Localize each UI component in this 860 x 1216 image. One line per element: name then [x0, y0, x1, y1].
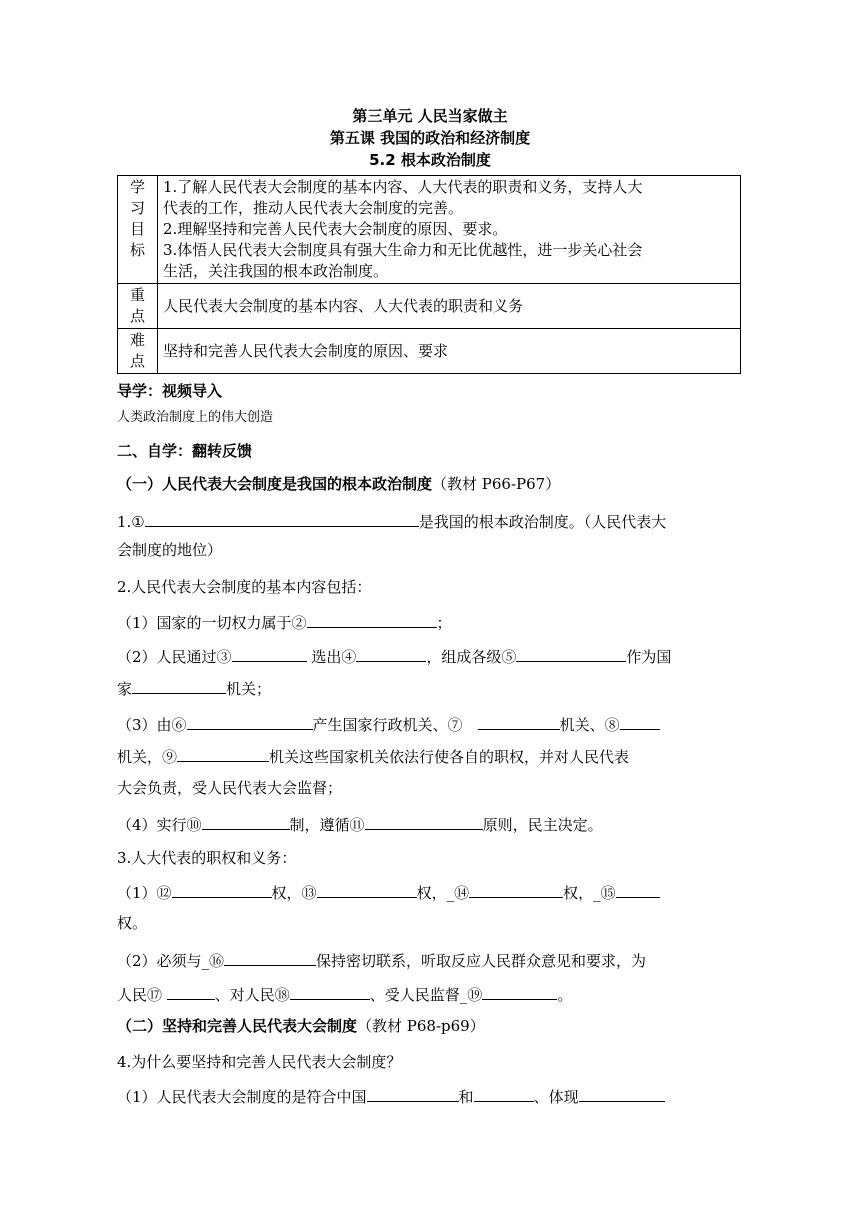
blank-2[interactable] — [307, 611, 437, 628]
objectives-label: 学 习 目 标 — [118, 176, 158, 284]
part2-heading: （二）坚持和完善人民代表大会制度（教材 P68-p69） — [117, 1017, 485, 1035]
question-2-2-cont: 家 机关； — [117, 677, 741, 699]
question-3-2: （2）必须与_⑯ 保持密切联系，听取反应人民群众意见和要求，为 — [117, 949, 741, 971]
question-2-3-cont2: 大会负责，受人民代表大会监督； — [117, 779, 343, 797]
blank-8[interactable] — [620, 713, 660, 730]
blank-13[interactable] — [317, 881, 417, 898]
blank-5[interactable] — [516, 645, 626, 662]
blank-3[interactable] — [232, 645, 307, 662]
key-points-row — [118, 284, 741, 329]
question-2-3-cont: 机关，⑨ 机关这些国家机关依法行使各自的职权，并对人民代表 — [117, 745, 741, 767]
blank-10[interactable] — [202, 813, 290, 830]
blank-9[interactable] — [177, 745, 269, 762]
blank-1[interactable] — [145, 510, 419, 527]
self-study-heading: 二、自学：翻转反馈 — [117, 442, 253, 460]
blank-19[interactable] — [482, 983, 557, 1000]
question-1-cont: 会制度的地位） — [117, 541, 223, 559]
guide-heading: 导学：视频导入 — [117, 382, 223, 400]
blank-4[interactable] — [356, 645, 426, 662]
blank-22[interactable] — [579, 1085, 665, 1102]
video-title: 人类政治制度上的伟大创造 — [117, 410, 274, 425]
question-3: 3.人大代表的职权和义务： — [117, 849, 297, 867]
blank-14[interactable] — [469, 881, 563, 898]
question-3-2-cont: 人民⑰ 、对人民⑱ 、受人民监督_⑲ 。 — [117, 983, 741, 1005]
blank-16[interactable] — [224, 949, 316, 966]
blank-20[interactable] — [367, 1085, 459, 1102]
question-1-line: 1.① 是我国的根本政治制度。（人民代表大 — [117, 510, 741, 532]
objectives-row — [118, 176, 741, 284]
question-3-1-cont: 权。 — [117, 914, 148, 932]
blank-21[interactable] — [474, 1085, 534, 1102]
question-2: 2.人民代表大会制度的基本内容包括： — [117, 578, 372, 596]
blank-7[interactable] — [478, 713, 560, 730]
blank-12[interactable] — [172, 881, 272, 898]
blank-15[interactable] — [616, 881, 660, 898]
unit-title: 第三单元 人民当家做主 — [352, 107, 508, 125]
difficulties-row — [118, 329, 741, 374]
question-2-4: （4）实行⑩ 制，遵循⑪ 原则，民主决定。 — [117, 813, 741, 835]
question-4-1: （1）人民代表大会制度的是符合中国 和 、体现 — [117, 1085, 741, 1107]
objectives-table — [117, 175, 741, 374]
question-2-2: （2）人民通过③ 选出④ ，组成各级⑤ 作为国 — [117, 645, 741, 667]
section-title: 5.2 根本政治制度 — [369, 151, 491, 169]
blank-11[interactable] — [365, 813, 483, 830]
key-points-content: 人民代表大会制度的基本内容、人大代表的职责和义务 — [158, 284, 741, 329]
difficulties-label: 难 点 — [118, 329, 158, 374]
question-2-3: （3）由⑥ 产生国家行政机关、⑦ 机关、⑧ — [117, 713, 741, 735]
blank-5b[interactable] — [132, 677, 226, 694]
blank-18[interactable] — [290, 983, 370, 1000]
blank-6[interactable] — [187, 713, 313, 730]
key-points-label: 重 点 — [118, 284, 158, 329]
question-4: 4.为什么要坚持和完善人民代表大会制度？ — [117, 1053, 402, 1071]
part1-heading: （一）人民代表大会制度是我国的根本政治制度（教材 P66-P67） — [117, 475, 561, 493]
difficulties-content: 坚持和完善人民代表大会制度的原因、要求 — [158, 329, 741, 374]
objectives-content: 1.了解人民代表大会制度的基本内容、人大代表的职责和义务，支持人大 代表的工作，推动人民代表大会制度的完善。 2.理解坚持和完善人民代表大会制度的原因、要求。 3.体悟人民代表大会制度具有强大生命力和无比优越性，进一步关心社会 生活，关注我国的根本政治制度。 — [158, 176, 741, 284]
question-2-1: （1）国家的一切权力属于② ； — [117, 611, 741, 633]
lesson-title: 第五课 我国的政治和经济制度 — [329, 129, 531, 147]
question-3-1: （1）⑫ 权，⑬ 权，_⑭ 权，_⑮ — [117, 881, 741, 903]
blank-17[interactable] — [167, 983, 215, 1000]
